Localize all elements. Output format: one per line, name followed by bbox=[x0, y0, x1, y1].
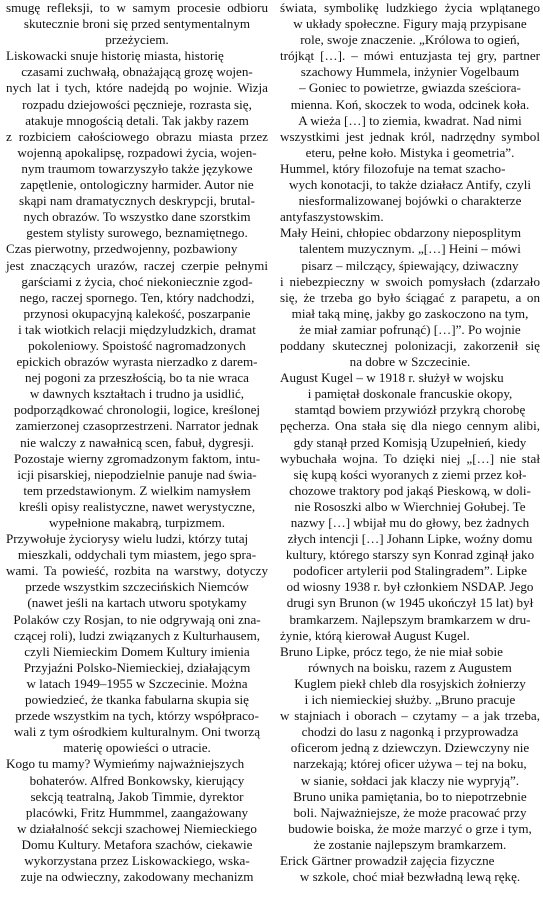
text-line: zuje na odwieczny, zakodowany mechanizm bbox=[20, 869, 254, 885]
text-line: w dawnych kształtach i trudno ja usidlić, bbox=[29, 386, 245, 402]
text-line: jest znaczących urazów, raczej czerpie pełnymi bbox=[6, 257, 268, 273]
text-line: podporządkować chronologii, logice, kreślonej bbox=[13, 402, 261, 418]
text-line: drugi syn Brunon (w 1945 ukończył 15 lat) był bbox=[286, 595, 534, 611]
text-line: wszystkimi jest jednak król, nadrzędny symbol bbox=[280, 128, 540, 144]
text-line: świata, symbolikę ludzkiego życia wplątanego bbox=[280, 0, 540, 15]
text-line: miał taką minę, jakby go zaskoczono na tym, bbox=[291, 305, 529, 321]
text-line: równych na boisku, razem z Augustem bbox=[308, 659, 512, 675]
text-line: smugę refleksji, to w samym procesie odbioru bbox=[6, 0, 268, 15]
text-line: od wiosny 1938 r. był członkiem NSDAP. Jego bbox=[286, 579, 534, 595]
text-line: nych lat i tych, które nadejdą po wojnie. Wizja bbox=[6, 80, 268, 96]
text-line: narzekają; której oficer używa – tej na boku, bbox=[293, 756, 527, 772]
text-line: A wieża […] to ziemia, kwadrat. Nad nimi bbox=[298, 112, 522, 128]
text-line: gdy stanął przed Komisją Uzupełnień, kiedy bbox=[293, 434, 527, 450]
text-line: talentem muzycznym. „[…] Heini – mówi bbox=[299, 241, 521, 257]
text-line: nych obrazów. To wszystko dane szorstkim bbox=[23, 209, 251, 225]
text-line: w sianie, sołdaci jak klaczy nie wypryją”. bbox=[300, 772, 520, 788]
text-line: wypełnione makabrą, turpizmem. bbox=[49, 515, 225, 530]
text-line: Przywołuje życiorysy wielu ludzi, którzy tutaj bbox=[6, 531, 249, 547]
text-line: skutecznie broni się przed sentymentalnym bbox=[23, 16, 251, 32]
text-line: na dobre w Szczecinie. bbox=[349, 354, 471, 370]
text-line: złych intencji […] Johann Lipke, woźny domu bbox=[287, 531, 533, 547]
text-line: Bruno unika pamiętania, bo to niepotrzebnie bbox=[293, 788, 527, 804]
text-line: wych konotacji, to także działacz Antify, czyli bbox=[288, 177, 532, 193]
text-line: że miał zamiar pofrunąć) […]”. Po wojnie bbox=[299, 321, 521, 337]
text-line: pisarz – milczący, śpiewający, dziwaczny bbox=[301, 257, 519, 273]
text-line: Erick Gärtner prowadził zajęcia fizyczne bbox=[280, 852, 495, 868]
text-line: garściami z życia, choć niekoniecznie zgod- bbox=[21, 273, 253, 289]
text-line: budowie boiska, że może marzyć o grze i tym, bbox=[288, 820, 532, 836]
text-line: nym traumom towarzyszyło także językowe bbox=[21, 160, 253, 176]
text-line: Hummel, który filozofuje na temat szacho- bbox=[280, 160, 506, 176]
text-line: czasami zuchwałą, obnażającą grozę wojen- bbox=[21, 64, 253, 80]
text-line: boli. Najważniejsze, że może pracować przy bbox=[293, 804, 527, 820]
text-line: wami. Ta powieść, rozbita na warstwy, dotyczy bbox=[6, 563, 268, 579]
text-line: placówki, Fritz Hummmel, zaangażowany bbox=[25, 804, 249, 820]
text-line: kultury, którego starszy syn Konrad zginął jako bbox=[285, 547, 535, 563]
text-line: zapętlenie, ontologiczny harmider. Autor nie bbox=[20, 177, 254, 193]
text-line: przeżyciem. bbox=[105, 32, 169, 48]
left-text-column bbox=[6, 0, 268, 885]
text-line: że zostanie najlepszym bramkarzem. bbox=[313, 836, 507, 852]
text-line: w szkole, choć miał bezwładną lewą rękę. bbox=[299, 869, 521, 885]
text-line: tem przedstawionym. Z wielkim namysłem bbox=[23, 482, 251, 498]
text-line: wykorzystana przez Liskowackiego, wska- bbox=[24, 852, 250, 868]
text-line: nej pogoni za przeszłością, bo ta nie wraca bbox=[25, 370, 249, 386]
text-line: nego, raczej spornego. Ten, który nadchodzi, bbox=[19, 289, 255, 305]
text-line: nazwy […] wbijał mu do głowy, bez żadnych bbox=[290, 515, 530, 530]
text-line: Bruno Lipke, prócz tego, że nie miał sobie bbox=[280, 643, 503, 659]
text-line: Domu Kultury. Metafora szachów, ciekawie bbox=[21, 836, 253, 852]
text-line: czącej roli), ludzi związanych z Kulturhausem, bbox=[13, 627, 261, 643]
text-line: pokoleniowy. Spoistość nagromadzonych bbox=[28, 337, 246, 353]
text-line: Kuglem piekł chleb dla rosyjskich żołnierzy bbox=[294, 675, 526, 691]
text-line: wybuchała wojna. To dzięki niej „[…] nie stał bbox=[280, 450, 540, 466]
text-line: kreśli opisy realistyczne, nawet werystyczne, bbox=[18, 498, 256, 514]
text-line: i ich niemieckiej służby. „Bruno pracuje bbox=[304, 692, 516, 708]
text-line: skąpi nam dramatycznych deskrypcji, brutal- bbox=[19, 193, 255, 209]
text-line: Pozostaje wierny zgromadzonym faktom, intu- bbox=[13, 450, 261, 466]
text-line: w działalność sekcji szachowej Niemieckiego bbox=[17, 820, 257, 836]
text-line: atakuje mnogością detali. Tak jakby razem bbox=[25, 112, 249, 128]
text-line: się, że trzeba go było ściągać z parapetu, a on bbox=[280, 289, 540, 305]
text-line: zamierzonej czasoprzestrzeni. Narrator jednak bbox=[15, 418, 259, 434]
text-line: żynie, którą kierował August Kugel. bbox=[280, 627, 470, 643]
text-line: rozpadu dziejowości pęcznieje, rozrasta się, bbox=[22, 96, 252, 112]
text-line: i tak wiotkich relacji międzyludzkich, dramat bbox=[18, 321, 256, 337]
text-line: bohaterów. Alfred Bonkowsky, kierujący bbox=[29, 772, 245, 788]
text-line: icji pisarskiej, niepodzielnie panuje nad świa- bbox=[17, 466, 257, 482]
text-line: chodzi do lasu z nagonką i przyprowadza bbox=[301, 724, 519, 740]
text-line: z rozbiciem całościowego obrazu miasta przez bbox=[6, 128, 268, 144]
text-line: antyfaszystowskim. bbox=[280, 209, 384, 225]
text-line: eteru, pełne koło. Mistyka i geometria”. bbox=[305, 144, 515, 160]
text-line: Czas pierwotny, przedwojenny, pozbawiony bbox=[6, 241, 238, 257]
text-line: niesformalizowanej bojówki o charakterze bbox=[298, 193, 522, 209]
text-line: w układy społeczne. Figury mają przypisane bbox=[293, 16, 527, 32]
text-line: Kogo tu mamy? Wymieńmy najważniejszych bbox=[6, 756, 245, 772]
text-line: materię opowieści o utracie. bbox=[63, 740, 211, 756]
text-line: i pamiętał doskonale francuskie okopy, bbox=[307, 386, 513, 402]
text-line: role, swoje znaczenie. „Królowa to ogień, bbox=[300, 32, 520, 48]
text-line: stamtąd bowiem przywiózł przykrą chorobę bbox=[294, 402, 526, 418]
text-line: nie walczy z nawałnicą scen, fabuł, dygresji. bbox=[20, 434, 254, 450]
text-line: sekcją teatralną, Jakob Timmie, dyrektor bbox=[30, 788, 244, 804]
text-line: wali z tym ośrodkiem kulturalnym. Oni tworzą bbox=[13, 724, 261, 740]
text-line: szachowy Hummela, inżynier Vogelbaum bbox=[300, 64, 520, 80]
text-line: się kupą kości wyoranych z ziemi przez koł- bbox=[293, 466, 527, 482]
text-line: epickich obrazów wyrasta nierzadko z darem- bbox=[16, 354, 258, 370]
text-line: (nawet jeśli na kartach utworu spotykamy bbox=[27, 595, 247, 611]
text-line: przede wszystkim szczecińskich Niemców bbox=[25, 579, 249, 595]
text-line: Liskowacki snuje historię miasta, historię bbox=[6, 48, 224, 64]
text-line: wojenną apokalipsę, rozpadowi życia, wojen- bbox=[17, 144, 257, 160]
text-line: Przyjaźni Polsko-Niemieckiej, działającym bbox=[23, 659, 251, 675]
text-line: August Kugel – w 1918 r. służył w wojsku bbox=[280, 370, 504, 386]
text-line: przynosi okupacyjną kalekość, poszarpanie bbox=[23, 305, 251, 321]
text-line: w latach 1949–1955 w Szczecinie. Można bbox=[26, 675, 248, 691]
text-line: mienna. Koń, skoczek to woda, odcinek koła. bbox=[290, 96, 530, 112]
text-line: mieszkali, oddychali tym miastem, jego spra- bbox=[17, 547, 257, 563]
text-line: w stajniach i oborach – czytamy – a jak trzeba, bbox=[280, 708, 540, 724]
text-line: gestem stylisty surowego, beznamiętnego. bbox=[26, 225, 248, 241]
text-line: podoficer artylerii pod Stalingradem”. Lipke bbox=[293, 563, 527, 579]
text-line: poddany skutecznej polonizacji, zakorzenił się bbox=[280, 337, 540, 353]
text-line: i niebezpieczny w swoich pomysłach (zdarzało bbox=[280, 273, 540, 289]
text-line: bramkarzem. Najlepszym bramkarzem w dru- bbox=[289, 611, 531, 627]
text-line: Polaków czy Rosjan, to nie odgrywają oni zna- bbox=[13, 611, 261, 627]
right-text-column bbox=[280, 0, 540, 885]
text-line: – Goniec to powietrze, gwiazda sześciora- bbox=[299, 80, 521, 96]
text-line: chozowe traktory pod jakąś Pieskową, w doli- bbox=[289, 482, 531, 498]
text-line: trójkąt […]. – mówi entuzjasta tej gry, partner bbox=[280, 48, 540, 64]
text-line: czyli Niemieckim Domem Kultury imienia bbox=[24, 643, 250, 659]
text-line: Mały Heini, chłopiec obdarzony nieposplitym bbox=[280, 225, 522, 241]
text-line: powiedzieć, że tkanka fabularna skupia się bbox=[25, 692, 249, 708]
text-line: nie Rososzki albo w Wierchniej Gołubej. Te bbox=[294, 498, 526, 514]
text-line: pęcherza. Ona stała się dla niego cennym alibi, bbox=[280, 418, 540, 434]
text-line: przede wszystkim na tych, którzy współpraco- bbox=[15, 708, 259, 724]
text-line: oficerom jedną z dziewczyn. Dziewczyny nie bbox=[290, 740, 530, 756]
